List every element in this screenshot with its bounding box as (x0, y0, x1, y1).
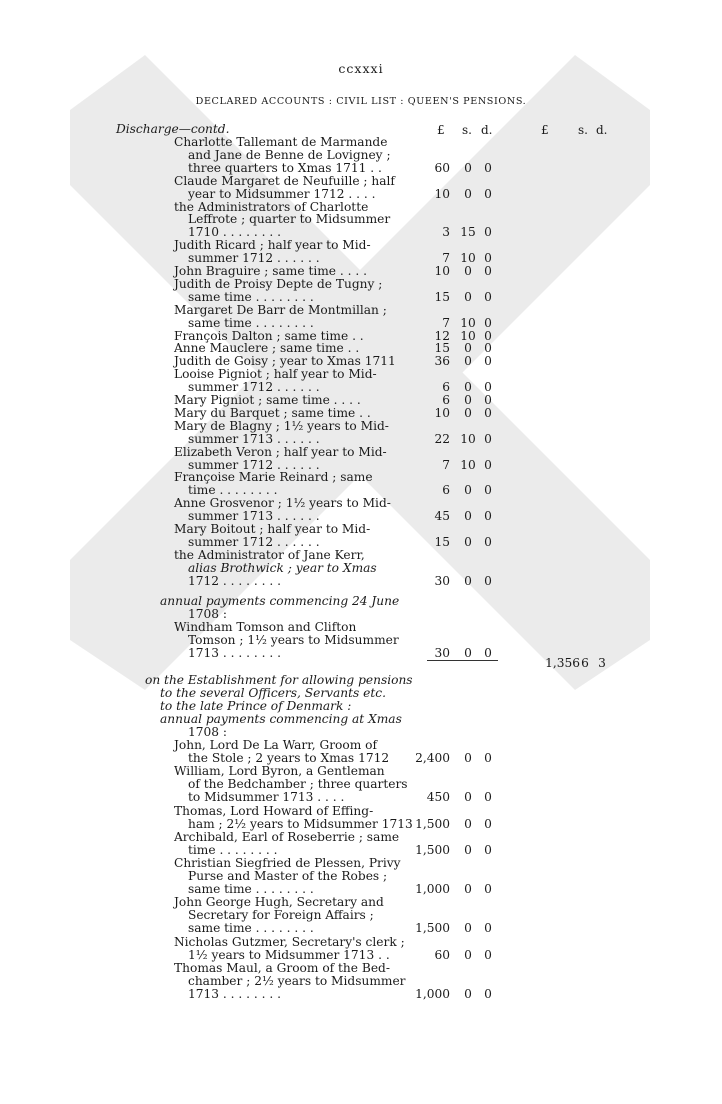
est-entry-4-pence: 0 (484, 882, 492, 897)
entry-18-line-2: 1712 . . . . . . . . (188, 573, 282, 588)
entry-5-line-0: Judith de Proisy Depte de Tugny ; (174, 276, 383, 291)
est-entry-5-line-2: same time . . . . . . . . (188, 921, 314, 936)
entry-16-line-0: Anne Grosvenor ; 1½ years to Mid- (174, 496, 391, 511)
col-head-pounds: £ (437, 123, 445, 137)
entry-1-line-1: year to Midsummer 1712 . . . . (188, 186, 376, 201)
est-entry-2-line-1: ham ; 2½ years to Midsummer 1713 (188, 816, 413, 831)
entry-15-shillings: 0 (464, 483, 472, 498)
entry-0-line-2: three quarters to Xmas 1711 . . (188, 160, 382, 175)
entry-11-shillings: 0 (464, 393, 472, 407)
entry-13-pounds: 22 (434, 431, 450, 446)
est-entry-3-line-0: Archibald, Earl of Roseberrie ; same (174, 829, 400, 844)
entry-14-shillings: 10 (460, 457, 476, 472)
entry-9-pounds: 36 (434, 354, 450, 369)
tomson-pounds: 30 (434, 646, 450, 660)
est-entry-1-line-0: William, Lord Byron, a Gentleman (174, 764, 385, 779)
est-entry-6-shillings: 0 (464, 947, 472, 962)
est-entry-5-pounds: 1,500 (415, 921, 450, 936)
entry-1-pounds: 10 (434, 186, 450, 201)
entry-18-line-1: alias Brothwick ; year to Xmas (188, 560, 377, 575)
note-1708-line-2: 1708 : (188, 607, 227, 621)
entry-0-pence: 0 (484, 160, 492, 175)
est-entry-1-line-2: to Midsummer 1713 . . . . (188, 790, 345, 805)
entry-4-line-0: John Braguire ; same time . . . . (174, 264, 368, 278)
entry-2-line-0: the Administrators of Charlotte (174, 199, 369, 214)
est-entry-4-line-1: Purse and Master of the Robes ; (188, 869, 388, 883)
establishment-heading-line-1: on the Establishment for allowing pensions (145, 673, 413, 687)
establishment-heading-line-2: to the several Officers, Servants etc. (160, 686, 386, 700)
est-entry-1-pence: 0 (484, 790, 492, 805)
est-entry-7-line-1: chamber ; 2½ years to Midsummer (188, 973, 406, 988)
est-entry-1-shillings: 0 (464, 790, 472, 805)
entry-2-line-2: 1710 . . . . . . . . (188, 225, 282, 240)
entry-14-pounds: 7 (442, 457, 450, 472)
entry-0-pounds: 60 (434, 160, 450, 175)
entry-13-line-1: summer 1713 . . . . . . (188, 431, 320, 446)
entry-12-pounds: 10 (434, 405, 450, 420)
entry-5-pence: 0 (484, 289, 492, 304)
entry-10-shillings: 0 (464, 380, 472, 395)
entry-17-pounds: 15 (434, 534, 450, 549)
col-head-total-pounds: £ (541, 123, 549, 137)
est-entry-3-pence: 0 (484, 842, 492, 857)
est-entry-7-pence: 0 (484, 986, 492, 1001)
entry-1-line-0: Claude Margaret de Neufuille ; half (174, 173, 395, 188)
entry-3-line-0: Judith Ricard ; half year to Mid- (174, 238, 371, 253)
entry-12-line-0: Mary du Barquet ; same time . . (174, 405, 371, 420)
est-entry-0-pence: 0 (484, 751, 492, 766)
est-entry-5-pence: 0 (484, 921, 492, 936)
est-entry-7-line-0: Thomas Maul, a Groom of the Bed- (174, 960, 390, 975)
tomson-line-1: Windham Tomson and Clifton (174, 620, 357, 634)
entry-3-pence: 0 (484, 251, 492, 266)
entry-0-line-0: Charlotte Tallemant de Marmande (174, 135, 388, 149)
entry-10-pence: 0 (484, 380, 492, 395)
est-entry-2-pounds: 1,500 (415, 816, 450, 831)
entry-8-pence: 0 (484, 341, 492, 356)
entry-11-line-0: Mary Pigniot ; same time . . . . (174, 393, 361, 407)
entry-15-pence: 0 (484, 483, 492, 498)
est-entry-5-line-0: John George Hugh, Secretary and (174, 895, 384, 910)
note-xmas-line-1: annual payments commencing at Xmas (160, 712, 402, 726)
est-entry-4-line-0: Christian Siegfried de Plessen, Privy (174, 855, 401, 870)
establishment-heading-line-3: to the late Prince of Denmark : (160, 699, 352, 713)
entry-0-shillings: 0 (464, 160, 472, 175)
entry-15-pounds: 6 (442, 483, 450, 498)
entry-8-pounds: 15 (434, 341, 450, 356)
section-heading: Discharge—contd. (116, 122, 230, 136)
entry-4-pounds: 10 (434, 264, 450, 278)
entry-12-shillings: 0 (464, 405, 472, 420)
est-entry-2-pence: 0 (484, 816, 492, 831)
entry-8-line-0: Anne Mauclere ; same time . . (174, 341, 360, 356)
est-entry-3-line-1: time . . . . . . . . (188, 842, 278, 857)
entry-10-line-0: Looise Pigniot ; half year to Mid- (174, 367, 377, 382)
entry-17-shillings: 0 (464, 534, 472, 549)
est-entry-7-shillings: 0 (464, 986, 472, 1001)
est-entry-7-line-2: 1713 . . . . . . . . (188, 986, 282, 1001)
entry-14-line-0: Elizabeth Veron ; half year to Mid- (174, 444, 387, 459)
est-entry-7-pounds: 1,000 (415, 986, 450, 1001)
note-xmas-line-2: 1708 : (188, 725, 227, 739)
est-entry-1-line-1: of the Bedchamber ; three quarters (188, 777, 408, 792)
entry-0-line-1: and Jane de Benne de Lovigney ; (188, 147, 391, 162)
entry-3-shillings: 10 (460, 251, 476, 266)
note-1708-line-1: annual payments commencing 24 June (160, 594, 400, 608)
entry-18-pence: 0 (484, 573, 492, 588)
entry-17-line-1: summer 1712 . . . . . . (188, 534, 320, 549)
est-entry-3-shillings: 0 (464, 842, 472, 857)
entry-13-shillings: 10 (460, 431, 476, 446)
entry-15-line-0: Françoise Marie Reinard ; same (174, 470, 373, 485)
entry-1-shillings: 0 (464, 186, 472, 201)
est-entry-1-pounds: 450 (426, 790, 450, 805)
entry-6-line-0: Margaret De Barr de Montmillan ; (174, 302, 387, 317)
est-entry-0-pounds: 2,400 (415, 751, 450, 766)
entry-11-pounds: 6 (442, 393, 450, 407)
entry-4-pence: 0 (484, 264, 492, 278)
est-entry-4-line-2: same time . . . . . . . . (188, 882, 314, 897)
running-head: DECLARED ACCOUNTS : CIVIL LIST : QUEEN'S PENSIONS. (195, 96, 527, 107)
entry-6-shillings: 10 (460, 315, 476, 330)
entry-2-pence: 0 (484, 225, 492, 240)
est-entry-3-pounds: 1,500 (415, 842, 450, 857)
entry-7-line-0: François Dalton ; same time . . (174, 328, 364, 343)
subtotal-pence: 3 (598, 656, 606, 670)
entry-16-line-1: summer 1713 . . . . . . (188, 509, 320, 524)
entry-14-pence: 0 (484, 457, 492, 472)
entry-18-pounds: 30 (434, 573, 450, 588)
entry-11-pence: 0 (484, 393, 492, 407)
tomson-pence: 0 (484, 646, 492, 660)
col-head-total-pence: d. (596, 123, 608, 137)
entry-16-pence: 0 (484, 509, 492, 524)
est-entry-5-shillings: 0 (464, 921, 472, 936)
est-entry-6-line-1: 1½ years to Midsummer 1713 . . (188, 947, 390, 962)
entry-16-pounds: 45 (434, 509, 450, 524)
entry-4-shillings: 0 (464, 264, 472, 278)
subtotal-shillings: 6 (581, 656, 589, 670)
entry-17-line-0: Mary Boitout ; half year to Mid- (174, 522, 371, 536)
subtotal-rule (427, 660, 498, 661)
est-entry-0-line-0: John, Lord De La Warr, Groom of (174, 738, 378, 752)
est-entry-6-line-0: Nicholas Gutzmer, Secretary's clerk ; (174, 934, 405, 949)
entry-9-line-0: Judith de Goisy ; year to Xmas 1711 (174, 354, 396, 369)
entry-2-pounds: 3 (442, 225, 450, 240)
subtotal-pounds: 1,356 (545, 656, 580, 670)
entry-13-pence: 0 (484, 431, 492, 446)
entry-18-shillings: 0 (464, 573, 472, 588)
tomson-shillings: 0 (464, 646, 472, 660)
entry-6-line-1: same time . . . . . . . . (188, 315, 314, 330)
est-entry-5-line-1: Secretary for Foreign Affairs ; (188, 908, 374, 923)
entry-7-pence: 0 (484, 328, 492, 343)
entry-8-shillings: 0 (464, 341, 472, 356)
entry-7-shillings: 10 (460, 328, 476, 343)
entry-1-pence: 0 (484, 186, 492, 201)
entry-14-line-1: summer 1712 . . . . . . (188, 457, 320, 472)
entry-9-shillings: 0 (464, 354, 472, 369)
col-head-pence: d. (481, 123, 493, 137)
entry-9-pence: 0 (484, 354, 492, 369)
tomson-line-2: Tomson ; 1½ years to Midsummer (188, 633, 399, 647)
col-head-shillings: s. (462, 123, 472, 137)
entry-5-pounds: 15 (434, 289, 450, 304)
entry-7-pounds: 12 (434, 328, 450, 343)
entry-6-pounds: 7 (442, 315, 450, 330)
est-entry-0-line-1: the Stole ; 2 years to Xmas 1712 (188, 751, 390, 766)
est-entry-4-pounds: 1,000 (415, 882, 450, 897)
entry-16-shillings: 0 (464, 509, 472, 524)
tomson-line-3: 1713 . . . . . . . . (188, 646, 282, 660)
entry-2-line-1: Leffrote ; quarter to Midsummer (188, 212, 391, 227)
entry-3-pounds: 7 (442, 251, 450, 266)
est-entry-2-shillings: 0 (464, 816, 472, 831)
est-entry-6-pounds: 60 (434, 947, 450, 962)
est-entry-6-pence: 0 (484, 947, 492, 962)
entry-2-shillings: 15 (460, 225, 476, 240)
entry-10-line-1: summer 1712 . . . . . . (188, 380, 320, 395)
entry-18-line-0: the Administrator of Jane Kerr, (174, 547, 365, 562)
entry-10-pounds: 6 (442, 380, 450, 395)
page-number: ccxxxi (338, 61, 384, 76)
est-entry-4-shillings: 0 (464, 882, 472, 897)
est-entry-0-shillings: 0 (464, 751, 472, 766)
col-head-total-shillings: s. (578, 123, 588, 137)
entry-12-pence: 0 (484, 405, 492, 420)
est-entry-2-line-0: Thomas, Lord Howard of Effing- (174, 803, 374, 818)
entry-5-line-1: same time . . . . . . . . (188, 289, 314, 304)
entry-17-pence: 0 (484, 534, 492, 549)
entry-5-shillings: 0 (464, 289, 472, 304)
entry-3-line-1: summer 1712 . . . . . . (188, 251, 320, 266)
entry-6-pence: 0 (484, 315, 492, 330)
entry-15-line-1: time . . . . . . . . (188, 483, 278, 498)
entry-13-line-0: Mary de Blagny ; 1½ years to Mid- (174, 418, 389, 433)
